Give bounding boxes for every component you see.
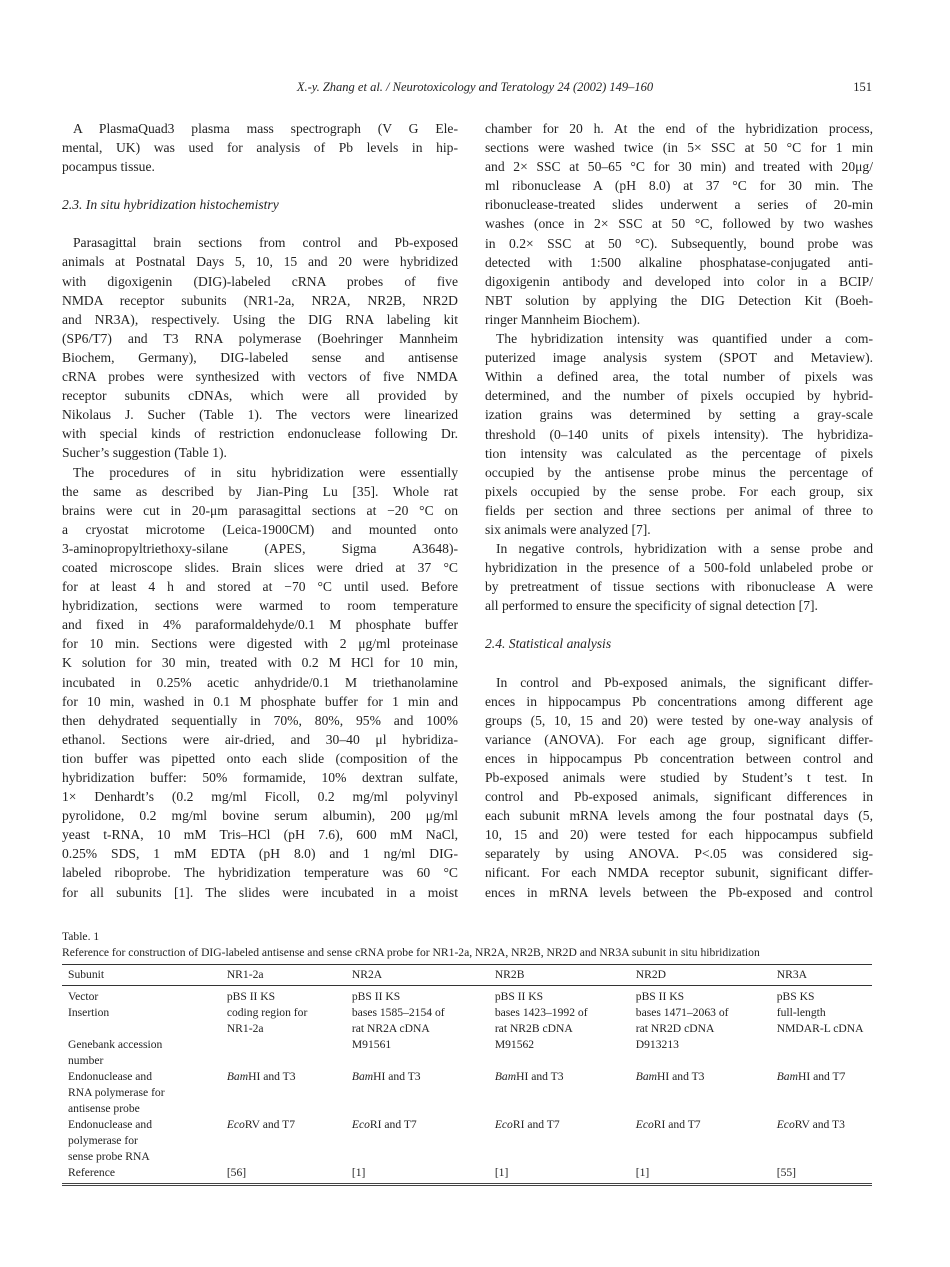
table-cell bbox=[352, 1165, 495, 1181]
table-cell bbox=[227, 1165, 352, 1181]
italic-prefix: Bam bbox=[776, 1070, 798, 1083]
italic-prefix: Eco bbox=[635, 1118, 654, 1131]
table-cell bbox=[495, 1005, 636, 1037]
running-header: X.-y. Zhang et al. / Neurotoxicology and Teratology 24 (2002) 149–160 bbox=[296, 80, 654, 94]
text-line: In control and Pb-exposed animals, the significant differ- bbox=[496, 674, 873, 690]
text-line: and 2× SSC at 50–65 °C for 30 min) and treated with 20μg/ bbox=[485, 159, 873, 175]
row-label bbox=[68, 1069, 227, 1117]
text-line: 10, 15 and 20) were tested for each hippocampus subfield bbox=[485, 827, 873, 843]
text-line: pocampus tissue. bbox=[62, 159, 155, 175]
table-cell bbox=[352, 989, 495, 1005]
table-cell bbox=[227, 1005, 352, 1037]
text-line: ences in mRNA levels between the Pb-exposed and control bbox=[485, 884, 873, 900]
text-line: by pretreatment of tissue sections with ribonuclease A were bbox=[485, 579, 873, 595]
cell-text: HI and T7 bbox=[797, 1070, 846, 1083]
text-line: tion buffer was pipetted onto each slide (composition of the bbox=[62, 750, 458, 766]
right-column bbox=[485, 119, 873, 902]
text-line: K solution for 30 min, treated with 0.2 M HCl for 10 min, bbox=[62, 655, 458, 671]
cell-text: Vector bbox=[68, 990, 99, 1003]
table-cell bbox=[636, 989, 777, 1005]
text-line: and NR3A), respectively. Using the DIG RNA labeling kit bbox=[62, 311, 458, 327]
cell-text: bases 1423–1992 of rat NR2B cDNA bbox=[494, 1006, 588, 1035]
text-line: sections were washed twice (in 5× SSC at 50 °C for 1 min bbox=[485, 140, 873, 156]
cell-text: pBS II KS bbox=[351, 990, 401, 1003]
text-line: puterized image analysis system (SPOT and Metaview). bbox=[485, 350, 873, 366]
text-line: then dehydrated sequentially in 70%, 80%, 95% and 100% bbox=[62, 712, 458, 728]
table-cell bbox=[352, 1005, 495, 1037]
text-line: ribonuclease-treated slides underwent a series of 20-min bbox=[485, 197, 873, 213]
text-line: for 10 min, washed in 0.1 M phosphate buffer for 1 min and bbox=[62, 693, 458, 709]
text-line: 1× Denhardt’s (0.2 mg/ml Ficoll, 0.2 mg/ml polyvinyl bbox=[62, 789, 458, 805]
text-line: and fixed in 4% paraformaldehyde/0.1 M phosphate buffer bbox=[62, 617, 458, 633]
text-line: yeast t-RNA, 10 mM Tris–HCl (pH 7.6), 600 mM NaCl, bbox=[62, 827, 458, 843]
cell-text: Endonuclease and polymerase for sense probe RNA bbox=[68, 1118, 153, 1163]
paragraph bbox=[485, 119, 873, 329]
text-line: ringer Mannheim Biochem). bbox=[485, 311, 641, 327]
cell-text: HI and T3 bbox=[373, 1070, 421, 1083]
cell-text: RI and T7 bbox=[512, 1118, 560, 1131]
cell-text: [1] bbox=[635, 1166, 650, 1179]
cell-text: [56] bbox=[226, 1166, 247, 1179]
text-line: for at least 4 h and stored at −70 °C until used. Before bbox=[62, 579, 458, 595]
left-column bbox=[62, 119, 458, 902]
text-line: digoxigenin antibody and developed into color in a BCIP/ bbox=[485, 273, 873, 289]
text-line: In negative controls, hybridization with a sense probe and bbox=[496, 541, 873, 557]
table-cell bbox=[352, 1117, 495, 1165]
column-header: NR2B bbox=[494, 968, 525, 981]
cell-text: Endonuclease and RNA polymerase for antisense probe bbox=[68, 1070, 165, 1115]
cell-text: [1] bbox=[494, 1166, 509, 1179]
text-line: 3-aminopropyltriethoxy-silane (APES, Sigma A3648)- bbox=[62, 540, 458, 556]
table-cell bbox=[495, 1037, 636, 1069]
text-line: Within a defined area, the total number of pixels was bbox=[485, 369, 873, 385]
text-line: occupied by the antisense probe minus the percentage of bbox=[485, 464, 873, 480]
text-line: washes (once in 2× SSC at 50 °C, followed by two washes bbox=[485, 216, 873, 232]
text-line: determined, and the number of pixels occupied by hybrid- bbox=[485, 388, 873, 404]
paragraph bbox=[62, 233, 458, 462]
table-cell bbox=[777, 1117, 872, 1165]
text-line: receptor subunits cDNAs, which were all provided by bbox=[62, 388, 458, 404]
table-cell bbox=[352, 1069, 495, 1117]
italic-prefix: Eco bbox=[776, 1118, 795, 1131]
section-heading: 2.4. Statistical analysis bbox=[485, 636, 612, 652]
cell-text: HI and T3 bbox=[657, 1070, 705, 1083]
table-row bbox=[68, 989, 872, 1005]
text-line: fields per section and three sections per animal of three to bbox=[485, 502, 873, 518]
text-line: a cryostat microtome (Leica-1900CM) and mounted onto bbox=[62, 521, 458, 537]
cell-text: M91561 bbox=[351, 1038, 392, 1051]
text-line: Parasagittal brain sections from control and Pb-exposed bbox=[73, 235, 458, 251]
text-line: brains were cut in 20-μm parasagittal sections at −20 °C on bbox=[62, 502, 458, 518]
text-line: with digoxigenin (DIG)-labeled cRNA probes of five bbox=[62, 273, 458, 289]
cell-text: bases 1585–2154 of rat NR2A cDNA bbox=[351, 1006, 445, 1035]
text-line: six animals were analyzed [7]. bbox=[485, 521, 651, 537]
text-line: labeled riboprobe. The hybridization temperature was 60 °C bbox=[62, 865, 458, 881]
table-cell bbox=[636, 1005, 777, 1037]
italic-prefix: Eco bbox=[494, 1118, 513, 1131]
cell-text: D913213 bbox=[635, 1038, 679, 1051]
text-line: threshold (0–140 units of pixels intensity). The hybridiza- bbox=[485, 426, 873, 442]
text-line: animals at Postnatal Days 5, 10, 15 and 20 were hybridized bbox=[62, 254, 458, 270]
cell-text: [1] bbox=[351, 1166, 366, 1179]
table-cell bbox=[777, 1069, 872, 1117]
text-line: with special kinds of restriction endonuclease following Dr. bbox=[62, 426, 458, 442]
table-cell bbox=[227, 989, 352, 1005]
cell-text: pBS II KS bbox=[635, 990, 685, 1003]
table-top-rule bbox=[62, 964, 872, 965]
row-label bbox=[68, 989, 227, 1005]
column-header: NR2D bbox=[635, 968, 667, 981]
text-line: all performed to ensure the specificity of signal detection [7]. bbox=[485, 598, 818, 614]
text-line: 0.25% SDS, 1 mM EDTA (pH 8.0) and 1 ng/ml DIG- bbox=[62, 846, 458, 862]
text-line: Pb-exposed animals were studied by Student’s t test. In bbox=[485, 770, 873, 785]
italic-prefix: Bam bbox=[494, 1070, 517, 1083]
italic-prefix: Eco bbox=[226, 1118, 245, 1131]
text-line: ences in hippocampus Pb concentration between control and bbox=[485, 750, 873, 766]
table-cell bbox=[495, 989, 636, 1005]
table-cell bbox=[636, 1165, 777, 1181]
text-line: hybridization, sections were warmed to room temperature bbox=[62, 598, 458, 614]
table-row bbox=[68, 1037, 872, 1069]
text-line: mental, UK) was used for analysis of Pb levels in hip- bbox=[62, 140, 458, 156]
text-line: each subunit mRNA levels among the four postnatal days (5, bbox=[485, 808, 873, 824]
table-cell bbox=[636, 1117, 777, 1165]
column-header: NR2A bbox=[351, 968, 383, 981]
table-header-rule bbox=[62, 985, 872, 986]
text-line: The hybridization intensity was quantified under a com- bbox=[496, 331, 873, 347]
text-line: control and Pb-exposed animals, significant differences in bbox=[485, 789, 873, 805]
cell-text: coding region for NR1-2a bbox=[226, 1006, 308, 1035]
table-cell bbox=[227, 1069, 352, 1117]
text-line: ences in hippocampus Pb concentrations among different age bbox=[485, 693, 873, 709]
cell-text: Genebank accession number bbox=[68, 1038, 163, 1067]
cell-text: RV and T3 bbox=[794, 1118, 845, 1131]
table-row bbox=[68, 1005, 872, 1037]
italic-prefix: Bam bbox=[226, 1070, 249, 1083]
cell-text: RI and T7 bbox=[653, 1118, 701, 1131]
table-cell bbox=[227, 1037, 352, 1069]
paragraph bbox=[62, 463, 458, 902]
italic-prefix: Bam bbox=[351, 1070, 374, 1083]
table-cell bbox=[777, 1165, 872, 1181]
cell-text: Reference bbox=[68, 1166, 115, 1179]
text-line: NMDA receptor subunits (NR1-2a, NR2A, NR2B, NR2D bbox=[62, 292, 458, 308]
cell-text: pBS II KS bbox=[494, 990, 544, 1003]
text-line: chamber for 20 h. At the end of the hybridization process, bbox=[485, 121, 873, 136]
cell-text: pBS KS bbox=[776, 990, 815, 1003]
table-caption: Reference for construction of DIG-labeled antisense and sense cRNA probe for NR1-2a, NR2A, NR2B, NR2D and NR3A subunit in situ hibridization bbox=[62, 946, 760, 959]
text-line: groups (5, 10, 15 and 20) were tested by one-way analysis of bbox=[485, 712, 873, 728]
table-cell bbox=[495, 1117, 636, 1165]
text-line: pyrolidone, 0.2 mg/ml bovine serum albumin), 200 μg/ml bbox=[62, 808, 458, 824]
table-row bbox=[68, 1069, 872, 1117]
table-bottom-rule bbox=[62, 1183, 872, 1186]
column-header: NR3A bbox=[776, 968, 807, 981]
text-line: variance (ANOVA). For each age group, significant differ- bbox=[485, 731, 873, 747]
table-cell bbox=[777, 1005, 872, 1037]
table-cell bbox=[636, 1069, 777, 1117]
text-line: (SP6/T7) and T3 RNA polymerase (Boehringer Mannheim bbox=[62, 330, 458, 346]
text-line: The procedures of in situ hybridization were essentially bbox=[73, 464, 458, 480]
table-body bbox=[68, 989, 872, 1181]
cell-text: bases 1471–2063 of rat NR2D cDNA bbox=[635, 1006, 729, 1035]
text-line: for all subunits [1]. The slides were incubated in a moist bbox=[62, 884, 458, 900]
text-line: detected with 1:500 alkaline phosphatase-conjugated anti- bbox=[485, 254, 873, 270]
table-cell bbox=[227, 1117, 352, 1165]
table-cell bbox=[495, 1069, 636, 1117]
column-header: NR1-2a bbox=[226, 968, 264, 981]
text-line: Nikolaus J. Sucher (Table 1). The vectors were linearized bbox=[62, 407, 458, 423]
table-row bbox=[68, 1165, 872, 1181]
table-cell bbox=[495, 1165, 636, 1181]
text-line: coated microscope slides. Brain slices were dried at 37 °C bbox=[62, 559, 458, 575]
table-header-row bbox=[68, 967, 872, 983]
paragraph bbox=[485, 539, 873, 615]
page-number: 151 bbox=[853, 80, 872, 94]
text-line: nificant. For each NMDA receptor subunit, significant differ- bbox=[485, 865, 873, 881]
row-label bbox=[68, 1005, 227, 1037]
row-label bbox=[68, 1165, 227, 1181]
table-label: Table. 1 bbox=[62, 930, 100, 943]
text-line: tion intensity was calculated as the percentage of pixels bbox=[485, 445, 873, 461]
paragraph bbox=[485, 673, 873, 902]
italic-prefix: Eco bbox=[351, 1118, 370, 1131]
table-cell bbox=[777, 989, 872, 1005]
table-cell bbox=[636, 1037, 777, 1069]
paragraph bbox=[62, 119, 458, 176]
text-line: the same as described by Jian-Ping Lu [35]. Whole rat bbox=[62, 483, 458, 499]
paragraph bbox=[485, 329, 873, 539]
text-line: Sucher’s suggestion (Table 1). bbox=[62, 445, 227, 461]
text-line: separately by using ANOVA. P<.05 was considered sig- bbox=[485, 846, 873, 862]
italic-prefix: Bam bbox=[635, 1070, 658, 1083]
text-line: ethanol. Sections were air-dried, and 30–40 μl hybridiza- bbox=[62, 731, 458, 747]
table-row bbox=[68, 1117, 872, 1165]
text-line: A PlasmaQuad3 plasma mass spectrograph (V G Ele- bbox=[73, 121, 458, 136]
cell-text: pBS II KS bbox=[226, 990, 276, 1003]
table-cell bbox=[777, 1037, 872, 1069]
text-line: incubated in 0.25% acetic anhydride/0.1 M triethanolamine bbox=[62, 674, 458, 690]
cell-text: full-length NMDAR-L cDNA bbox=[776, 1006, 864, 1035]
row-label bbox=[68, 1117, 227, 1165]
column-header: Subunit bbox=[68, 968, 105, 981]
cell-text: HI and T3 bbox=[248, 1070, 296, 1083]
cell-text: [55] bbox=[776, 1166, 797, 1179]
cell-text: RV and T7 bbox=[244, 1118, 296, 1131]
table-cell bbox=[352, 1037, 495, 1069]
table-1 bbox=[62, 929, 872, 1186]
section-heading: 2.3. In situ hybridization histochemistry bbox=[62, 197, 279, 213]
text-line: for 10 min. Sections were digested with 2 μg/ml proteinase bbox=[62, 636, 458, 652]
text-line: ization grains was determined by setting a gray-scale bbox=[485, 407, 873, 423]
text-line: hybridization buffer: 50% formamide, 10% dextran sulfate, bbox=[62, 770, 458, 785]
text-line: cRNA probes were synthesized with vectors of five NMDA bbox=[62, 369, 458, 385]
row-label bbox=[68, 1037, 227, 1069]
cell-text: RI and T7 bbox=[369, 1118, 417, 1131]
text-line: in 0.2× SSC at 50 °C). Subsequently, bound probe was bbox=[485, 235, 873, 251]
cell-text: HI and T3 bbox=[516, 1070, 564, 1083]
cell-text: Insertion bbox=[68, 1006, 110, 1019]
cell-text: M91562 bbox=[494, 1038, 535, 1051]
text-line: Biochem, Germany), DIG-labeled sense and antisense bbox=[62, 349, 458, 365]
text-line: pixels occupied by the sense probe. For each group, six bbox=[485, 483, 873, 499]
text-line: hybridization in the presence of a 500-fold unlabeled probe or bbox=[485, 560, 873, 576]
text-line: NBT solution by applying the DIG Detection Kit (Boeh- bbox=[485, 292, 873, 308]
text-line: ml ribonuclease A (pH 8.0) at 37 °C for 30 min. The bbox=[485, 178, 873, 194]
